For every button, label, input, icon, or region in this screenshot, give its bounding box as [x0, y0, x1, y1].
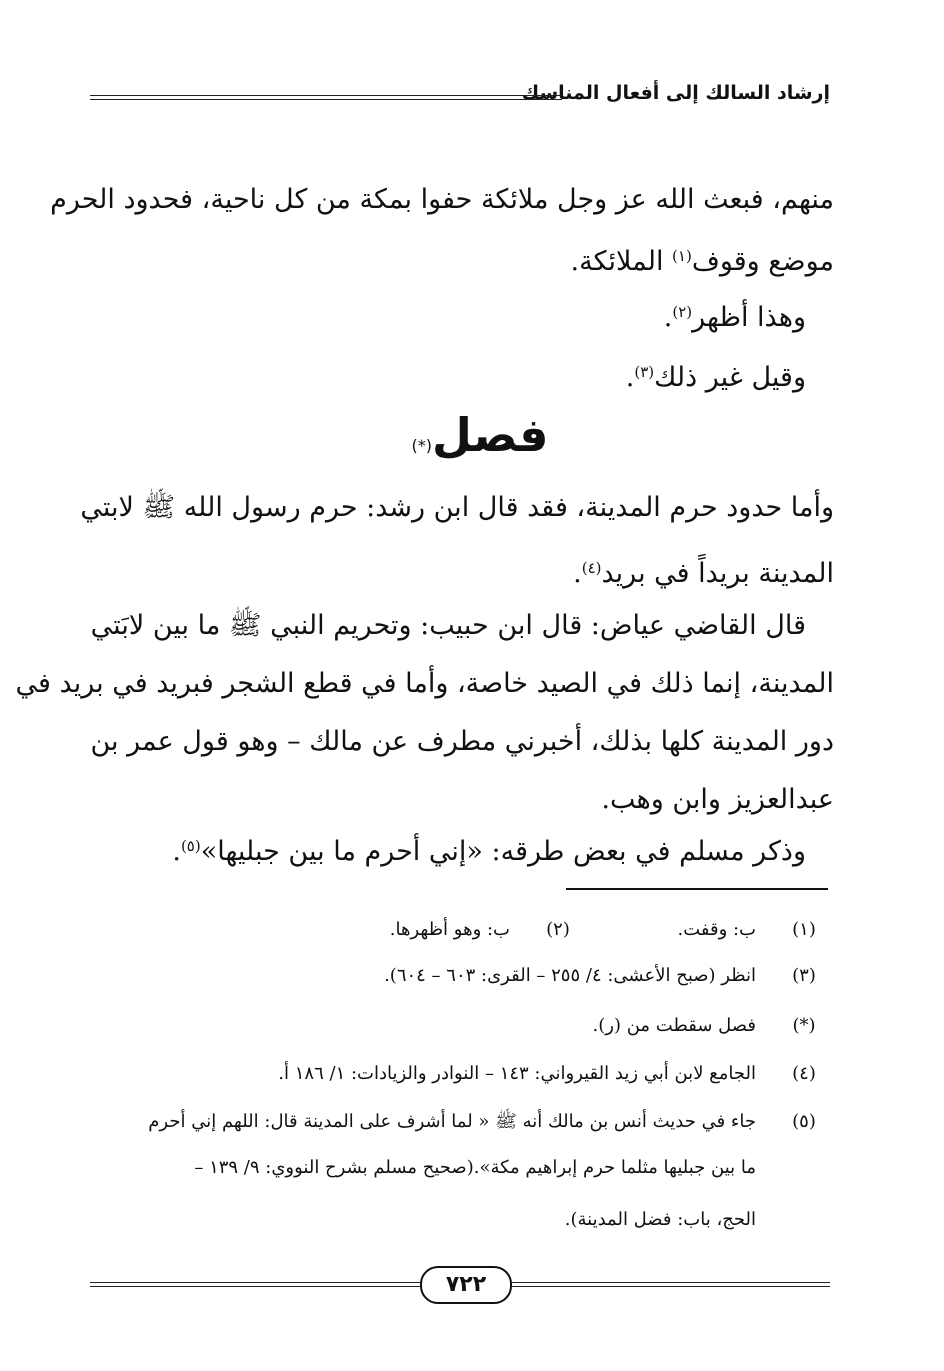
footnote-text: جاء في حديث أنس بن مالك أنه ﷺ « لما أشرف على المدينة قال: اللهم إني أحرم: [148, 1111, 756, 1132]
text-run: .: [172, 836, 181, 867]
text-run: .: [663, 302, 673, 333]
text-line: دور المدينة كلها بذلك، أخبرني مطرف عن مالك – وهو قول عمر بن: [90, 726, 834, 757]
text-line: قال القاضي عياض: قال ابن حبيب: وتحريم النبي ﷺ ما بين لابَتي: [90, 610, 806, 641]
footnote-ref: (٣): [634, 363, 655, 381]
text-line: [664, 292, 806, 338]
text-line: عبدالعزيز وابن وهب.: [601, 784, 834, 815]
footer-rule-left: [90, 1282, 420, 1287]
text-run: الملائكة.: [570, 246, 673, 277]
footnote-text: فصل سقطت من (ر).: [592, 1015, 756, 1036]
footnote-text: ب: وهو أظهرها.: [389, 919, 510, 940]
running-header: [90, 82, 830, 112]
footnote-text: ب: وقفت.: [677, 919, 756, 940]
text-run: .: [573, 558, 582, 589]
footnote-ref: (٥): [180, 837, 201, 855]
text-run: .: [625, 362, 635, 393]
header-rule: [90, 95, 562, 100]
footnote-ref: (١): [672, 247, 692, 265]
footnote-continuation: الحج، باب: فضل المدينة).: [564, 1209, 756, 1230]
text-run: موضع وقوف: [691, 246, 834, 277]
text-run: وقيل غير ذلك: [654, 362, 806, 393]
text-run: وهذا أظهر: [692, 302, 806, 333]
footnote-number: (٥): [792, 1111, 816, 1132]
footnote-number: (١): [792, 919, 816, 940]
footnote-number: (٤): [792, 1063, 816, 1084]
footnote-continuation: ما بين جبليها مثلما حرم إبراهيم مكة».(صحيح مسلم بشرح النووي: ٩/ ١٣٩ –: [194, 1157, 756, 1178]
running-title: إرشاد السالك إلى أفعال المناسك: [521, 82, 830, 104]
footnote-separator: [566, 888, 828, 890]
footnote-ref: (٢): [672, 303, 693, 321]
footnote-number: (٢): [546, 919, 570, 940]
text-run: المدينة بريداً في بريد: [601, 558, 834, 589]
text-line: [626, 352, 806, 398]
footnote-number: (*): [792, 1015, 816, 1036]
text-line: [573, 548, 834, 594]
footer-rule-right: [508, 1282, 830, 1287]
text-run: وذكر مسلم في بعض طرقه: «إني أحرم ما بين جبليها»: [200, 836, 806, 867]
section-heading-mark: (*): [411, 436, 432, 455]
section-heading-text: فصل: [431, 408, 549, 462]
footnote-text: انظر (صبح الأعشى: ٤/ ٢٥٥ – القرى: ٦٠٣ – ٦٠٤).: [384, 965, 756, 986]
text-line: [172, 826, 806, 872]
footnote-number: (٣): [792, 965, 816, 986]
text-line: المدينة، إنما ذلك في الصيد خاصة، وأما في قطع الشجر فبريد في بريد في: [15, 668, 834, 699]
text-line: [571, 236, 834, 282]
page-number: ٧٢٢: [420, 1266, 512, 1304]
text-line: منهم، فبعث الله عز وجل ملائكة حفوا بمكة من كل ناحية، فحدود الحرم: [50, 184, 834, 215]
footnote-ref: (٤): [581, 559, 602, 577]
footnote-text: الجامع لابن أبي زيد القيرواني: ١٤٣ – النوادر والزيادات: ١/ ١٨٦ أ.: [278, 1063, 756, 1084]
text-line: وأما حدود حرم المدينة، فقد قال ابن رشد: حرم رسول الله ﷺ لابتي: [80, 492, 834, 523]
section-heading: [400, 408, 560, 462]
